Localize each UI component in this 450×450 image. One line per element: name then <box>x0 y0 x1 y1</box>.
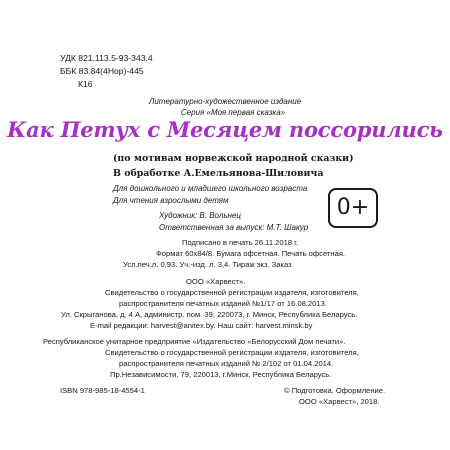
printer-address: Пр.Независимости, 79, 220013, г.Минск, Республика Беларусь. <box>110 370 332 379</box>
udk-code: УДК 821.113.5-93-343.4 <box>60 53 153 63</box>
edition-type: Литературно-художественное издание <box>148 97 302 106</box>
printer-name: Республиканское унитарное предприятие «Издательство «Белорусский Дом печати». <box>43 337 346 346</box>
responsible-credit: Ответственная за выпуск: М.Т. Шакур <box>159 223 309 232</box>
artist-credit: Художник: В. Вольнец <box>159 211 241 220</box>
publisher-license-1: Свидетельство о государственной регистрации издателя, изготовителя, <box>105 288 359 297</box>
printer-license-2: распространителя печатных изданий № 2/102 от 01.04.2014. <box>119 359 334 368</box>
book-title: Как Петух с Месяцем поссорились <box>7 117 443 142</box>
print-sheets: Усл.печ.л. 0,93. Уч.-изд. л. 3,4. Тираж экз. Заказ <box>123 260 292 269</box>
publisher-name: ООО «Харвест». <box>186 277 246 286</box>
classification-codes <box>60 52 153 91</box>
series-name: Серия «Моя первая сказка» <box>180 108 286 117</box>
audience-reading: Для чтения взрослыми детям <box>113 196 229 205</box>
author-mark: К16 <box>78 79 93 89</box>
print-format: Формат 60х84/8. Бумага офсетная. Печать офсетная. <box>156 249 346 258</box>
printer-license-1: Свидетельство о государственной регистрации издателя, изготовителя, <box>105 348 359 357</box>
adaptation-credit: В обработке А.Емельянова-Шиловича <box>113 168 324 179</box>
print-signed: Подписано в печать 26.11.2018 г. <box>182 238 299 247</box>
publisher-contacts: E-mail редакции: harvest@anitex.by. Наш сайт: harvest.minsk.by <box>90 321 313 330</box>
copyright-line-1: © Подготовка. Оформление. <box>284 386 386 395</box>
copyright-line-2: ООО «Харвест», 2018. <box>299 397 380 406</box>
audience-age: Для дошкольного и младшего школьного возраста <box>113 184 308 193</box>
publisher-address: Ул. Скрыганова, д. 4 А, администр. пом. 39, 220073, г. Минск, Республика Беларусь. <box>61 310 358 319</box>
publisher-license-2: распространителя печатных изданий №1/17 от 16.08.2013. <box>119 299 327 308</box>
book-subtitle: (по мотивам норвежской народной сказки) <box>113 153 354 164</box>
bbk-code: ББК 83.84(4Нор)-445 <box>60 66 144 76</box>
isbn: ISBN 978-985-18-4554-1 <box>60 386 145 395</box>
age-rating-badge: 0+ <box>328 188 378 228</box>
